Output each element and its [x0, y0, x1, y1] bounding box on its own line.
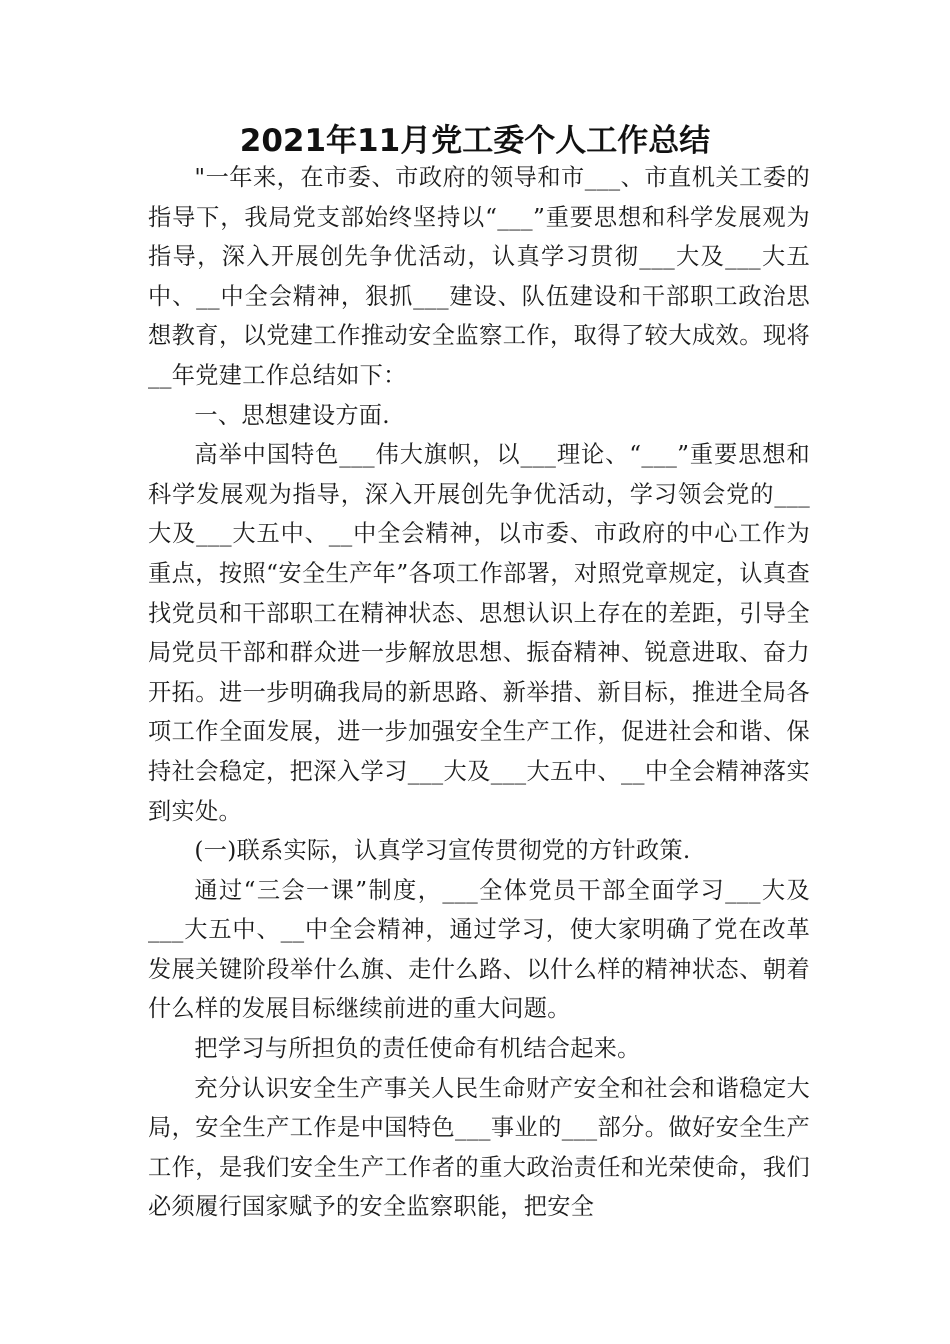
paragraph-ideology: 高举中国特色___伟大旗帜，以___理论、“___”重要思想和科学发展观为指导，深入开展创先争优活动，学习领会党的___大及___大五中、__中全会精神，以市委、市政府的中心工作为重点，按照“安全生产年”各项工作部署，对照党章规定，认真查找党员和干部职工在精神状态、思想认识上存在的差距，引导全局党员干部和群众进一步解放思想、振奋精神、锐意进取、奋力开拓。进一步明确我局的新思路、新举措、新目标，推进全局各项工作全面发展，进一步加强安全生产工作，促进社会和谐、保持社会稳定，把深入学习___大及___大五中、__中全会精神落实到实处。 — [148, 441, 810, 825]
document-title: 2021年11月党工委个人工作总结 — [239, 123, 711, 159]
paragraph-intro: "一年来，在市委、市政府的领导和市___、市直机关工委的指导下，我局党支部始终坚持以“___”重要思想和科学发展观为指导，深入开展创先争优活动，认真学习贯彻___大及___大五中、__中全会精神，狠抓___建设、队伍建设和干部职工政治思想教育，以党建工作推动安全监察工作，取得了较大成效。现将__年党建工作总结如下： — [148, 164, 810, 389]
paragraph-safety: 充分认识安全生产事关人民生命财产安全和社会和谐稳定大局，安全生产工作是中国特色___事业的___部分。做好安全生产工作，是我们安全生产工作者的重大政治责任和光荣使命，我们必须履行国家赋予的安全监察职能，把安全 — [148, 1074, 810, 1221]
paragraph-responsibility: 把学习与所担负的责任使命有机结合起来。 — [194, 1035, 641, 1063]
document-body — [148, 158, 810, 1227]
section-heading-ideology: 一、思想建设方面. — [194, 401, 390, 429]
paragraph-study: 通过“三会一课”制度，___全体党员干部全面学习___大及___大五中、__中全会精神，通过学习，使大家明确了党在改革发展关键阶段举什么旗、走什么路、以什么样的精神状态、朝着什么样的发展目标继续前进的重大问题。 — [148, 876, 810, 1023]
subsection-heading-policy: (一)联系实际，认真学习宣传贯彻党的方针政策. — [194, 837, 691, 865]
